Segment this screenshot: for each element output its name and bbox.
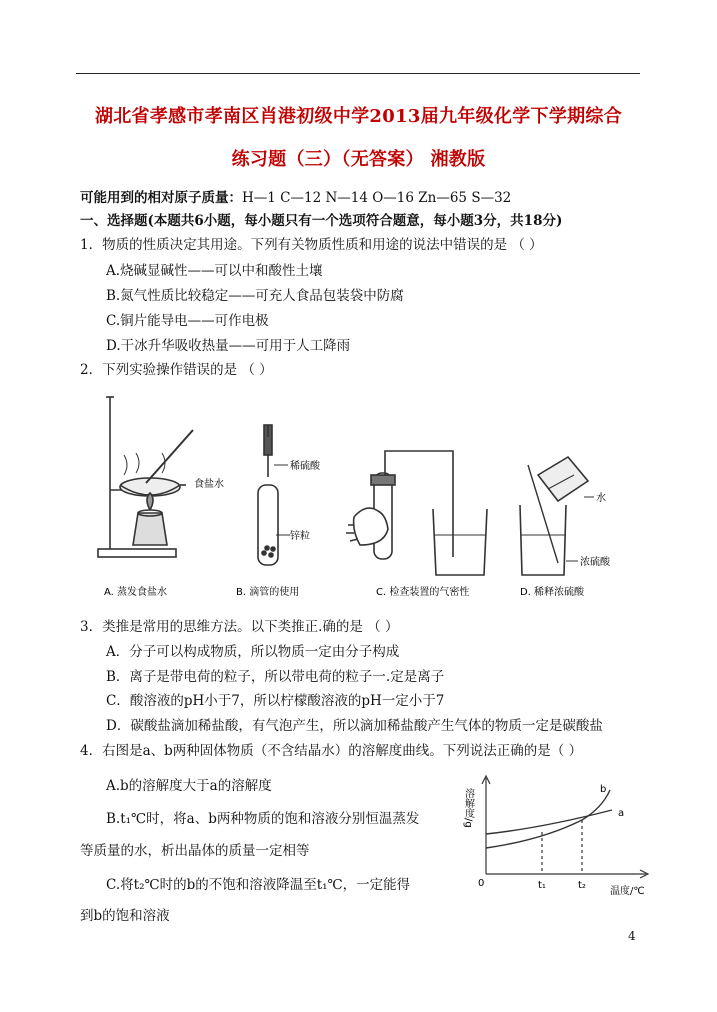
q2-figure	[88, 385, 648, 605]
graph-origin: 0	[478, 878, 485, 889]
graph-curve-a-label: a	[618, 808, 625, 819]
q2-fig-d-label-bottom: 浓硫酸	[580, 557, 610, 568]
graph-xlabel: 温度/℃	[610, 886, 645, 897]
q4-option-c-line1: C.将t₂℃时的b的不饱和溶液降温至t₁℃，一定能得	[106, 877, 411, 893]
graph-curve-b-label: b	[600, 784, 607, 795]
q1-option-a: A.烧碱显碱性——可以中和酸性土壤	[106, 263, 323, 279]
header-rule	[76, 73, 640, 74]
q2-caption-c: C. 检查装置的气密性	[376, 587, 470, 598]
q4-stem: 4．右图是a、b两种固体物质（不含结晶水）的溶解度曲线。下列说法正确的是（ ）	[80, 743, 583, 759]
q2-stem: 2．下列实验操作错误的是 （ ）	[80, 362, 273, 378]
graph-t2: t₂	[578, 880, 586, 891]
q1-option-c: C.铜片能导电——可作电极	[106, 313, 269, 329]
q3-stem: 3．类推是常用的思维方法。以下类推正.确的是 （ ）	[80, 619, 399, 635]
q2-caption-b: B. 滴管的使用	[236, 587, 300, 598]
solubility-curve-chart	[462, 770, 662, 900]
q1-stem: 1．物质的性质决定其用途。下列有关物质性质和用途的说法中错误的是 （ ）	[80, 237, 543, 253]
q2-fig-a-label: 食盐水	[194, 479, 224, 490]
page-title-line2: 练习题（三）（无答案） 湘教版	[231, 149, 486, 170]
q4-option-c-line2: 到b的饱和溶液	[80, 908, 170, 924]
q2-caption-a: A. 蒸发食盐水	[104, 587, 168, 598]
q2-apparatus-diagram	[88, 385, 648, 605]
q4-solubility-graph	[462, 770, 662, 900]
q3-option-d: D．碳酸盐滴加稀盐酸，有气泡产生，所以滴加稀盐酸产生气体的物质一定是碳酸盐	[106, 718, 603, 734]
atomic-masses	[80, 189, 511, 207]
q3-option-b: B．离子是带电荷的粒子，所以带电荷的粒子一.定是离子	[106, 669, 445, 685]
page-number: 4	[628, 929, 636, 943]
q2-fig-d-label-top: 水	[596, 493, 606, 504]
q4-option-b-line2: 等质量的水，析出晶体的质量一定相等	[80, 843, 310, 859]
q4-option-a: A.b的溶解度大于a的溶解度	[106, 778, 272, 794]
q1-option-d: D.干冰升华吸收热量——可用于人工降雨	[106, 338, 351, 354]
q4-option-b-line1: B.t₁℃时，将a、b两种物质的饱和溶液分别恒温蒸发	[106, 811, 420, 827]
q1-option-b: B.氮气性质比较稳定——可充人食品包装袋中防腐	[106, 288, 404, 304]
page-title-line1: 湖北省孝感市孝南区肖港初级中学2013届九年级化学下学期综合	[94, 106, 623, 127]
q3-option-a: A．分子可以构成物质，所以物质一定由分子构成	[106, 644, 400, 660]
atomic-masses-values: H—1 C—12 N—14 O—16 Zn—65 S—32	[242, 190, 512, 206]
section1-heading: 一、选择题(本题共6小题，每小题只有一个选项符合题意，每小题3分，共18分)	[80, 213, 563, 229]
q2-caption-d: D. 稀释浓硫酸	[520, 587, 585, 598]
atomic-masses-label: 可能用到的相对原子质量：	[80, 190, 242, 206]
curve-a	[486, 810, 612, 834]
q2-fig-b-label-bottom: 锌粒	[290, 531, 310, 542]
curve-b	[486, 790, 610, 848]
graph-t1: t₁	[538, 880, 546, 891]
q2-fig-b-label-top: 稀硫酸	[290, 461, 320, 472]
graph-ylabel: 溶解度/g	[462, 788, 474, 828]
q3-option-c: C．酸溶液的pH小于7，所以柠檬酸溶液的pH一定小于7	[106, 693, 445, 709]
